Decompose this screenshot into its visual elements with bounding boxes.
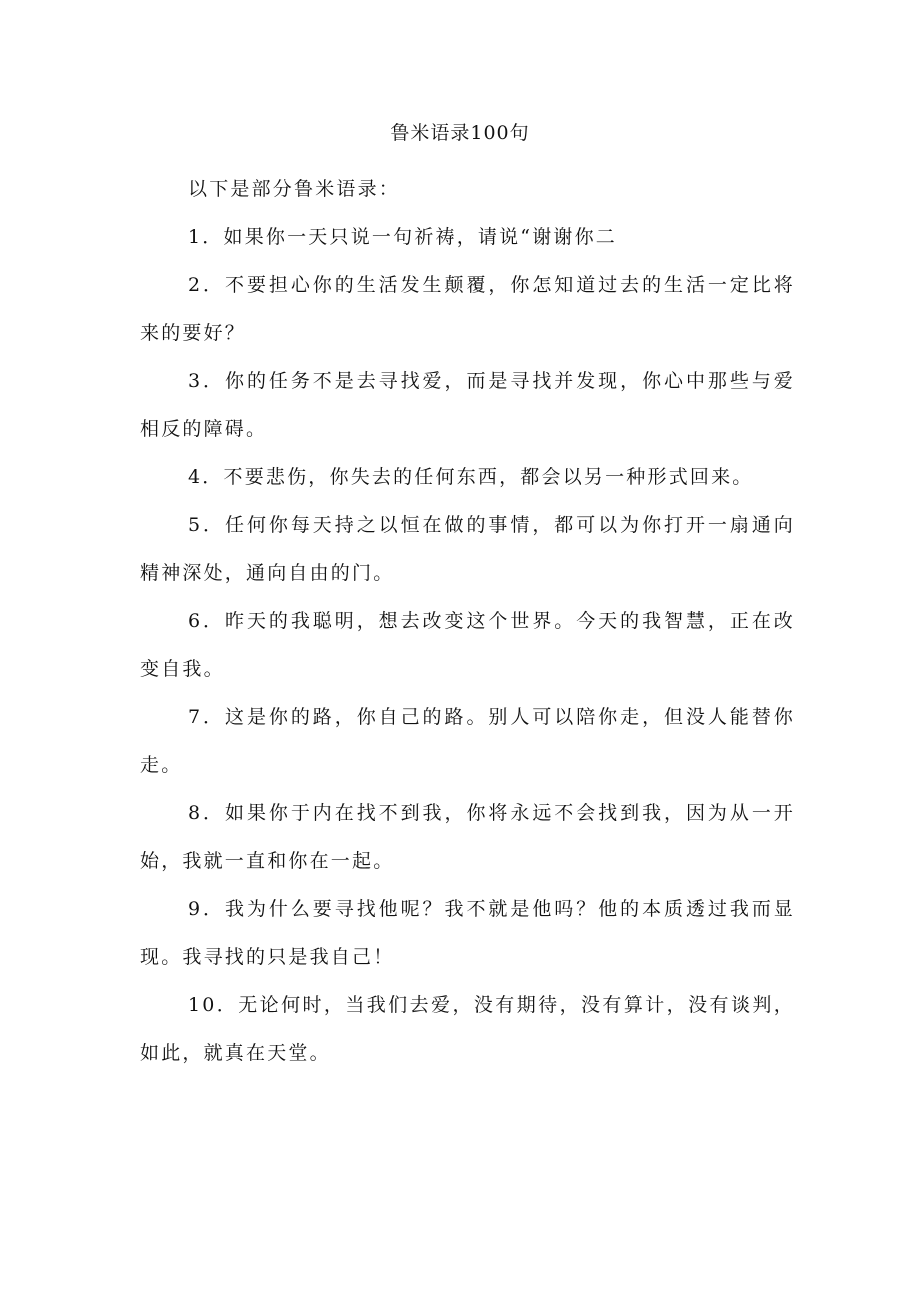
quote-paragraph: 8．如果你于内在找不到我，你将永远不会找到我，因为从一开始，我就一直和你在一起。 bbox=[140, 802, 795, 872]
quote-paragraph: 3．你的任务不是去寻找爱，而是寻找并发现，你心中那些与爱相反的障碍。 bbox=[140, 370, 795, 440]
quote-paragraph: 2．不要担心你的生活发生颠覆，你怎知道过去的生活一定比将来的要好？ bbox=[140, 274, 795, 344]
quote-paragraph: 7．这是你的路，你自己的路。别人可以陪你走，但没人能替你走。 bbox=[140, 706, 795, 776]
quote-paragraph: 5．任何你每天持之以恒在做的事情，都可以为你打开一扇通向精神深处，通向自由的门。 bbox=[140, 514, 795, 584]
quote-paragraph: 1．如果你一天只说一句祈祷，请说“谢谢你二 bbox=[188, 226, 618, 248]
quote-paragraph: 10．无论何时，当我们去爱，没有期待，没有算计，没有谈判，如此，就真在天堂。 bbox=[140, 994, 795, 1064]
document-body bbox=[140, 165, 795, 1077]
quote-paragraph: 6．昨天的我聪明，想去改变这个世界。今天的我智慧，正在改变自我。 bbox=[140, 610, 795, 680]
quote-paragraph: 9．我为什么要寻找他呢？我不就是他吗？他的本质透过我而显现。我寻找的只是我自己！ bbox=[140, 898, 795, 968]
document-title: 鲁米语录100句 bbox=[390, 122, 530, 144]
intro-paragraph: 以下是部分鲁米语录： bbox=[188, 178, 401, 200]
quote-paragraph: 4．不要悲伤，你失去的任何东西，都会以另一种形式回来。 bbox=[188, 466, 754, 488]
